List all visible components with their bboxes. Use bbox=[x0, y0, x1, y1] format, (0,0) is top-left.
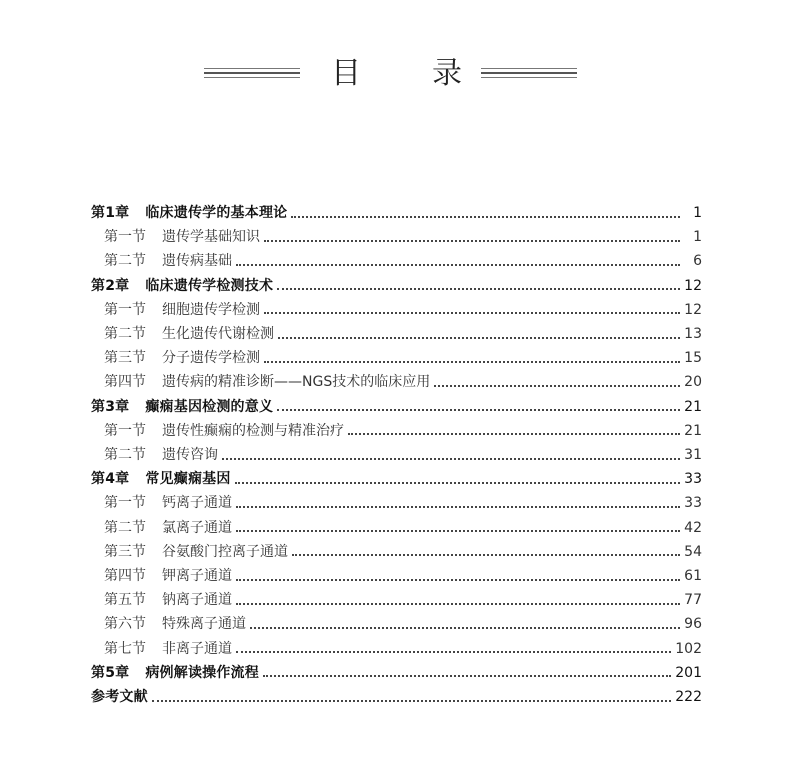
toc-page-number: 6 bbox=[693, 253, 702, 270]
toc-entry-title: 钾离子通道 bbox=[162, 568, 232, 584]
toc-entry-label bbox=[104, 419, 344, 443]
toc-page-number: 31 bbox=[684, 447, 702, 463]
toc-page-number: 33 bbox=[684, 495, 702, 512]
heading-ornament-right bbox=[481, 67, 577, 81]
toc-entry-number: 第五节 bbox=[104, 592, 146, 609]
toc-entry-number: 第一节 bbox=[104, 229, 146, 246]
heading-ornament-left bbox=[204, 67, 300, 81]
toc-entry-title: 临床遗传学检测技术 bbox=[145, 277, 274, 294]
toc-entry-number: 第四节 bbox=[104, 568, 146, 584]
toc-page-number: 42 bbox=[684, 519, 702, 536]
toc-chapter-row[interactable] bbox=[0, 274, 799, 298]
toc-page-number: 13 bbox=[684, 326, 702, 342]
toc-entry-number: 第一节 bbox=[104, 495, 146, 512]
toc-page-number: 33 bbox=[684, 471, 702, 488]
toc-section-row[interactable] bbox=[0, 443, 799, 467]
dot-leader bbox=[236, 529, 680, 532]
toc-page-number: 61 bbox=[684, 568, 702, 584]
toc-entry-label bbox=[104, 298, 260, 322]
toc-page-number: 1 bbox=[693, 229, 702, 246]
toc-entry-number: 第5章 bbox=[91, 664, 130, 681]
toc-page-number: 77 bbox=[684, 592, 702, 609]
toc-entry-title: 细胞遗传学检测 bbox=[162, 301, 260, 318]
dot-leader bbox=[236, 578, 680, 581]
toc-page-number: 12 bbox=[684, 301, 702, 318]
toc-page-number: 21 bbox=[684, 398, 702, 415]
toc-entry-number: 第2章 bbox=[91, 277, 130, 294]
toc-page-number: 1 bbox=[693, 205, 702, 221]
toc-entry-title: 遗传学基础知识 bbox=[162, 229, 260, 246]
dot-leader bbox=[236, 650, 671, 653]
toc-entry-label bbox=[104, 516, 232, 540]
toc-chapter-row[interactable] bbox=[0, 685, 799, 709]
toc-entry-title: 特殊离子通道 bbox=[162, 616, 246, 633]
toc-entry-label bbox=[104, 491, 232, 515]
toc-entry-number: 第4章 bbox=[91, 471, 130, 488]
toc-entry-number: 第二节 bbox=[104, 253, 146, 270]
toc-section-row[interactable] bbox=[0, 564, 799, 588]
toc-section-row[interactable] bbox=[0, 588, 799, 612]
toc-entry-number: 第三节 bbox=[104, 350, 146, 367]
dot-leader bbox=[277, 408, 680, 411]
toc-section-row[interactable] bbox=[0, 225, 799, 249]
dot-leader bbox=[236, 505, 680, 508]
toc-entry-title: 分子遗传学检测 bbox=[162, 350, 260, 367]
toc-entry-number: 第一节 bbox=[104, 301, 146, 318]
dot-leader bbox=[250, 626, 680, 629]
toc-entry-label bbox=[104, 370, 430, 394]
dot-leader bbox=[292, 553, 680, 556]
toc-page-number: 222 bbox=[675, 689, 702, 705]
toc-entry-label bbox=[104, 612, 246, 636]
dot-leader bbox=[222, 457, 680, 460]
toc-page-number: 20 bbox=[684, 374, 702, 391]
toc-entry-number: 第二节 bbox=[104, 326, 146, 342]
toc-entry-title: 常见癫痫基因 bbox=[145, 471, 231, 488]
heading-char-2: 录 bbox=[432, 56, 462, 91]
toc-entry-label bbox=[104, 322, 274, 346]
toc-heading bbox=[0, 52, 799, 102]
dot-leader bbox=[152, 699, 671, 702]
toc-entry-number: 第四节 bbox=[104, 374, 146, 391]
toc-section-row[interactable] bbox=[0, 419, 799, 443]
toc-entry-label bbox=[104, 637, 232, 661]
dot-leader bbox=[264, 239, 680, 242]
toc-chapter-row[interactable] bbox=[0, 395, 799, 419]
toc-chapter-row[interactable] bbox=[0, 201, 799, 225]
toc-entry-title: 非离子通道 bbox=[162, 640, 232, 657]
toc-entry-label bbox=[91, 661, 259, 685]
toc-entry-title: 癫痫基因检测的意义 bbox=[145, 398, 274, 415]
toc-entry-number: 第一节 bbox=[104, 422, 146, 439]
dot-leader bbox=[278, 336, 680, 339]
toc-entry-label bbox=[91, 395, 273, 419]
toc-entry-label bbox=[104, 564, 232, 588]
toc-entry-number: 第1章 bbox=[91, 205, 130, 221]
toc-entry-title: 谷氨酸门控离子通道 bbox=[162, 543, 288, 560]
toc-page-number: 96 bbox=[684, 616, 702, 633]
toc-entry-title: 钙离子通道 bbox=[162, 495, 232, 512]
dot-leader bbox=[236, 263, 680, 266]
toc-chapter-row[interactable] bbox=[0, 467, 799, 491]
toc-entry-title: 病例解读操作流程 bbox=[145, 664, 259, 681]
toc-entry-title: 参考文献 bbox=[91, 689, 148, 705]
toc-section-row[interactable] bbox=[0, 249, 799, 273]
dot-leader bbox=[264, 360, 680, 363]
toc-entry-number: 第三节 bbox=[104, 543, 146, 560]
toc-section-row[interactable] bbox=[0, 322, 799, 346]
toc-section-row[interactable] bbox=[0, 491, 799, 515]
toc-section-row[interactable] bbox=[0, 637, 799, 661]
toc-page-number: 21 bbox=[684, 422, 702, 439]
toc-section-row[interactable] bbox=[0, 612, 799, 636]
toc-section-row[interactable] bbox=[0, 540, 799, 564]
toc-entry-title: 遗传病基础 bbox=[162, 253, 232, 270]
toc-page-number: 102 bbox=[675, 640, 702, 657]
dot-leader bbox=[264, 311, 680, 314]
dot-leader bbox=[434, 384, 680, 387]
toc-entry-title: 遗传病的精准诊断——NGS技术的临床应用 bbox=[162, 374, 431, 391]
toc-page-number: 54 bbox=[684, 543, 702, 560]
toc-page-number: 15 bbox=[684, 350, 702, 367]
toc-entry-title: 氯离子通道 bbox=[162, 519, 232, 536]
dot-leader bbox=[263, 674, 671, 677]
toc-entry-title: 遗传咨询 bbox=[162, 447, 218, 463]
dot-leader bbox=[277, 287, 680, 290]
toc-entry-title: 遗传性癫痫的检测与精准治疗 bbox=[162, 422, 344, 439]
toc-chapter-row[interactable] bbox=[0, 661, 799, 685]
toc-entry-label bbox=[104, 346, 260, 370]
dot-leader bbox=[348, 432, 680, 435]
toc-page-number: 201 bbox=[675, 664, 702, 681]
toc-entry-number: 第二节 bbox=[104, 447, 146, 463]
dot-leader bbox=[236, 602, 680, 605]
toc-entry-label bbox=[104, 443, 218, 467]
toc-entry-number: 第六节 bbox=[104, 616, 146, 633]
toc-section-row[interactable] bbox=[0, 298, 799, 322]
toc-entry-title: 临床遗传学的基本理论 bbox=[145, 205, 288, 221]
toc-entry-label bbox=[104, 540, 288, 564]
toc-entry-label bbox=[104, 249, 232, 273]
heading-char-1: 目 bbox=[331, 56, 361, 91]
toc-entry-label bbox=[104, 588, 232, 612]
toc-entry-label bbox=[91, 685, 148, 709]
toc-entry-number: 第3章 bbox=[91, 398, 130, 415]
toc-entry-label bbox=[91, 467, 231, 491]
dot-leader bbox=[235, 481, 680, 484]
toc-section-row[interactable] bbox=[0, 346, 799, 370]
toc-entry-number: 第二节 bbox=[104, 519, 146, 536]
toc-entry-label bbox=[104, 225, 260, 249]
toc-entry-number: 第七节 bbox=[104, 640, 146, 657]
toc-entry-label bbox=[91, 274, 273, 298]
toc-page-number: 12 bbox=[684, 277, 702, 294]
dot-leader bbox=[291, 215, 680, 218]
toc-entry-label bbox=[91, 201, 287, 225]
toc-section-row[interactable] bbox=[0, 516, 799, 540]
toc-entry-title: 钠离子通道 bbox=[162, 592, 232, 609]
toc-entry-title: 生化遗传代谢检测 bbox=[162, 326, 274, 342]
toc-section-row[interactable] bbox=[0, 370, 799, 394]
